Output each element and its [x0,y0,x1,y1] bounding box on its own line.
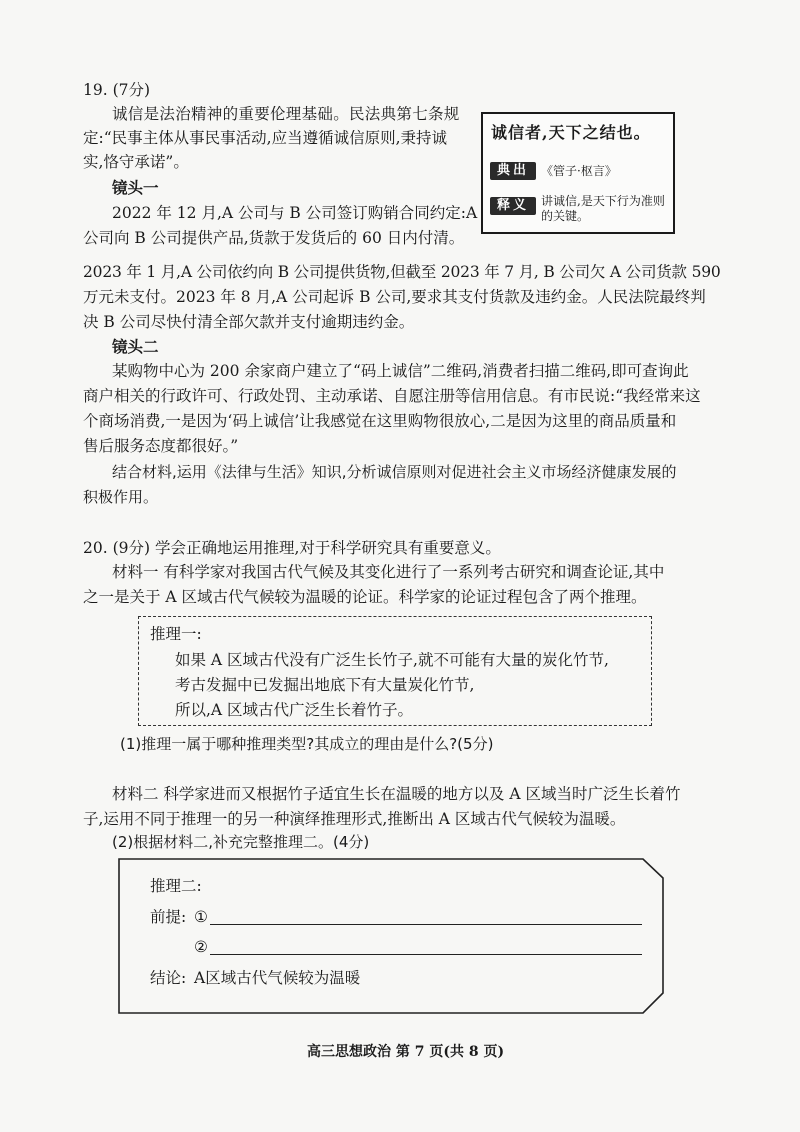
premise-2-mark: ② [194,938,208,956]
scene1-line-2: 公司向 B 公司提供产品,货款于发货后的 60 日内付清。 [83,229,465,247]
scene1-line-5: 决 B 公司尽快付清全部欠款并支付逾期违约金。 [83,313,415,331]
premise-1-blank[interactable] [210,924,642,925]
m2-line-2: 子,运用不同于推理一的另一种演绎推理形式,推断出 A 区域古代气候较为温暖。 [83,810,626,828]
q19-intro-line-3: 实,恪守承诺”。 [83,153,189,171]
sub-question-1: (1)推理一属于哪种推理类型?其成立的理由是什么?(5分) [120,735,494,753]
page-footer: 高三思想政治 第 7 页(共 8 页) [307,1044,505,1060]
conclusion-label: 结论: [150,969,187,987]
premise-label: 前提: [150,908,187,926]
scene2-title: 镜头二 [112,337,159,356]
r1-line-2: 考古发掘中已发掘出地底下有大量炭化竹节, [175,676,475,694]
reasoning-one-box [138,616,652,726]
r1-line-1: 如果 A 区域古代没有广泛生长竹子,就不可能有大量的炭化竹节, [175,651,609,669]
r1-line-3: 所以,A 区域古代广泛生长着竹子。 [175,701,414,719]
scene1-line-4: 万元未支付。2023 年 8 月,A 公司起诉 B 公司,要求其支付货款及违约金。人民法院最终判 [83,288,706,306]
sub-question-2: (2)根据材料二,补充完整推理二。(4分) [112,833,370,851]
r2-title: 推理二: [150,877,202,895]
scene2-line-2: 商户相关的行政许可、行政处罚、主动承诺、自愿注册等信用信息。有市民说:“我经常来这 [83,387,701,405]
q19-task-line-1: 结合材料,运用《法律与生活》知识,分析诚信原则对促进社会主义市场经济健康发展的 [112,463,677,481]
m1-line-2: 之一是关于 A 区域古代气候较为温暖的论证。科学家的论证过程包含了两个推理。 [83,588,647,606]
scene2-line-1: 某购物中心为 200 余家商户建立了“码上诚信”二维码,消费者扫描二维码,即可查询此 [112,362,689,380]
m1-line-1: 材料一 有科学家对我国古代气候及其变化进行了一系列考古研究和调查论证,其中 [112,563,665,581]
source-text: 《管子·枢言》 [541,164,617,178]
r1-title: 推理一: [150,625,202,643]
premise-1-mark: ① [194,908,208,926]
scene2-line-3: 个商场消费,一是因为‘码上诚信’让我感觉在这里购物很放心,二是因为这里的商品质量和 [83,412,677,430]
conclusion-text: A区域古代气候较为温暖 [194,969,361,987]
scene1-line-1: 2022 年 12 月,A 公司与 B 公司签订购销合同约定:A [112,204,478,222]
explain-tag: 释义 [490,197,536,215]
q19-intro-line-1: 诚信是法治精神的重要伦理基础。民法典第七条规 [112,105,460,123]
explain-line-2: 的关键。 [541,209,590,223]
scene1-title: 镜头一 [112,178,159,197]
quote-title: 诚信者,天下之结也。 [491,123,651,142]
scene1-line-3: 2023 年 1 月,A 公司依约向 B 公司提供货物,但截至 2023 年 7 月, B 公司欠 A 公司货款 590 [83,263,721,281]
q19-task-line-2: 积极作用。 [83,488,159,506]
explain-line-1: 讲诚信,是天下行为准则 [541,194,665,208]
source-tag: 典出 [490,162,536,180]
scene2-line-4: 售后服务态度都很好。” [83,437,239,455]
quote-box [481,112,675,234]
q20-header: 20. (9分) 学会正确地运用推理,对于科学研究具有重要意义。 [83,539,501,557]
q19-intro-line-2: 定:“民事主体从事民事活动,应当遵循诚信原则,秉持诚 [83,129,448,147]
m2-line-1: 材料二 科学家进而又根据竹子适宜生长在温暖的地方以及 A 区域当时广泛生长着竹 [112,785,681,803]
reasoning-two-box [118,858,664,1014]
q19-header: 19. (7分) [83,81,151,99]
premise-2-blank[interactable] [210,954,642,955]
